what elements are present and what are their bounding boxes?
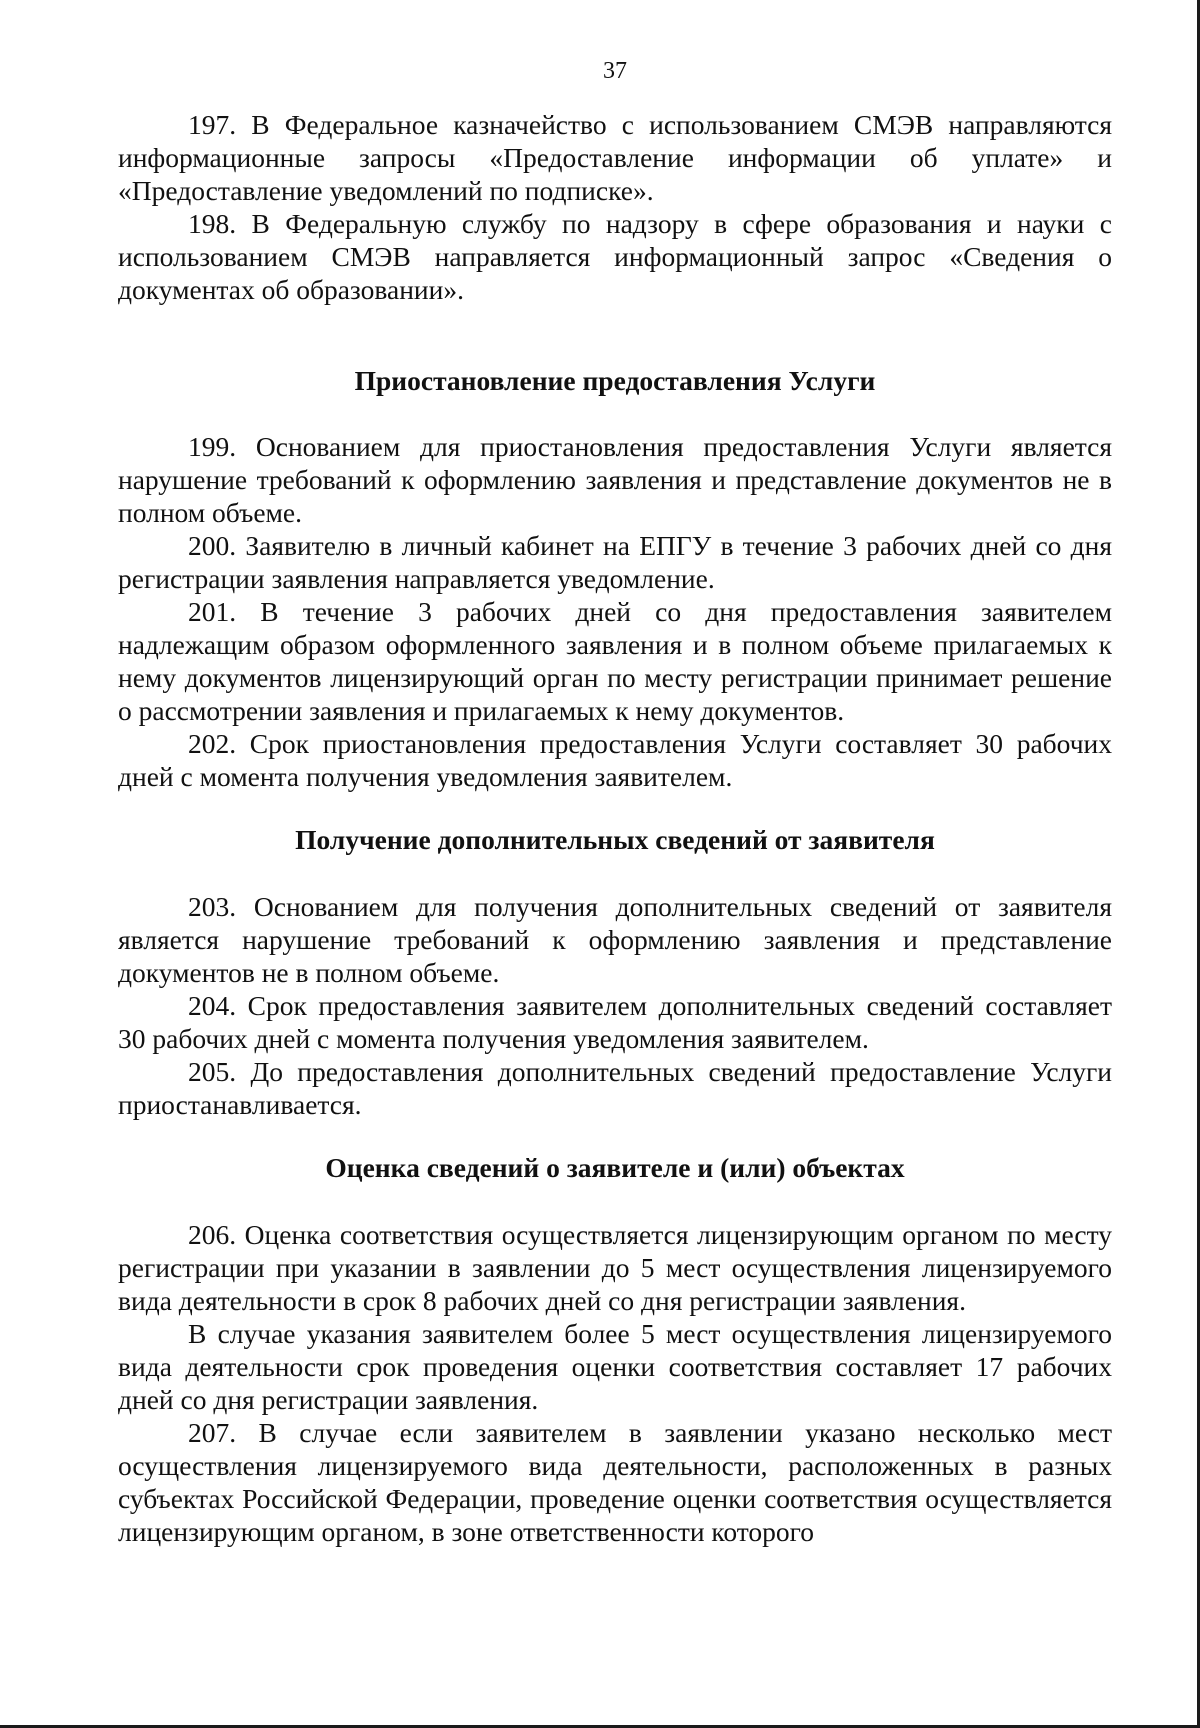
section-suspension xyxy=(118,430,1112,793)
paragraph-197: 197. В Федеральное казначейство с использованием СМЭВ направляются информационные запросы «Предоставление информации об уплате» и «Предоставление уведомлений по подписке». xyxy=(118,109,1112,206)
section-additional-info xyxy=(118,890,1112,1121)
heading-additional-info: Получение дополнительных сведений от заявителя xyxy=(295,824,935,855)
paragraph-204: 204. Срок предоставления заявителем дополнительных сведений составляет 30 рабочих дней с момента получения уведомления заявителем. xyxy=(118,990,1112,1054)
paragraph-206-continuation: В случае указания заявителем более 5 мест осуществления лицензируемого вида деятельности срок проведения оценки соответствия составляет 17 рабочих дней со дня регистрации заявления. xyxy=(118,1318,1112,1415)
section-assessment xyxy=(118,1218,1112,1548)
paragraph-198: 198. В Федеральную службу по надзору в сфере образования и науки с использованием СМЭВ направляется информационный запрос «Сведения о документах об образовании». xyxy=(118,208,1112,305)
paragraph-200: 200. Заявителю в личный кабинет на ЕПГУ в течение 3 рабочих дней со дня регистрации заявления направляется уведомление. xyxy=(118,530,1112,594)
paragraph-203: 203. Основанием для получения дополнительных сведений от заявителя является нарушение требований к оформлению заявления и представление документов не в полном объеме. xyxy=(118,891,1112,988)
paragraph-199: 199. Основанием для приостановления предоставления Услуги является нарушение требований к оформлению заявления и представление документов не в полном объеме. xyxy=(118,431,1112,528)
paragraph-206: 206. Оценка соответствия осуществляется лицензирующим органом по месту регистрации при указании в заявлении до 5 мест осуществления лицензируемого вида деятельности в срок 8 рабочих дней со дня регистрации заявления. xyxy=(118,1219,1112,1316)
paragraph-201: 201. В течение 3 рабочих дней со дня предоставления заявителем надлежащим образом оформленного заявления и в полном объеме прилагаемых к нему документов лицензирующий орган по месту регистрации принимает решение о рассмотрении заявления и прилагаемых к нему документов. xyxy=(118,596,1112,726)
page-number: 37 xyxy=(603,58,627,84)
paragraph-202: 202. Срок приостановления предоставления Услуги составляет 30 рабочих дней с момента получения уведомления заявителем. xyxy=(118,728,1112,792)
heading-suspension: Приостановление предоставления Услуги xyxy=(354,365,876,396)
heading-assessment: Оценка сведений о заявителе и (или) объектах xyxy=(325,1152,905,1183)
paragraph-207: 207. В случае если заявителем в заявлении указано несколько мест осуществления лицензируемого вида деятельности, расположенных в разных субъектах Российской Федерации, проведение оценки соответствия осуществляется лицензирующим органом, в зоне ответственности которого xyxy=(118,1417,1112,1547)
paragraph-205: 205. До предоставления дополнительных сведений предоставление Услуги приостанавливается. xyxy=(118,1056,1112,1120)
section-intro xyxy=(118,108,1112,306)
